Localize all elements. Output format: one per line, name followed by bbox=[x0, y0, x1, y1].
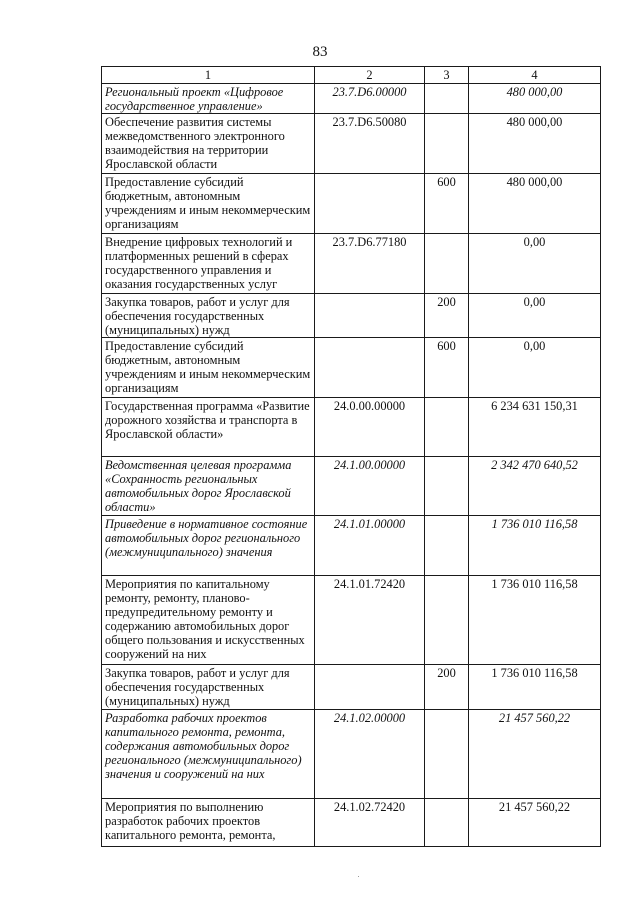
table-row bbox=[102, 114, 601, 174]
cell-name: Разработка рабочих проектов капитального ремонта, ремонта, содержания автомобильных дорог регионального (межмуниципального) значения и сооружений на них bbox=[102, 710, 315, 799]
table-header-row bbox=[102, 67, 601, 84]
cell-type: 600 bbox=[425, 174, 469, 234]
table-row bbox=[102, 398, 601, 457]
cell-type bbox=[425, 457, 469, 516]
cell-code: 24.1.02.00000 bbox=[315, 710, 425, 799]
table-row bbox=[102, 338, 601, 398]
table-row bbox=[102, 234, 601, 294]
cell-code: 24.1.01.72420 bbox=[315, 576, 425, 665]
cell-amount: 2 342 470 640,52 bbox=[469, 457, 601, 516]
cell-type bbox=[425, 710, 469, 799]
cell-name: Закупка товаров, работ и услуг для обеспечения государственных (муниципальных) нужд bbox=[102, 665, 315, 710]
scan-artifact-dot bbox=[358, 876, 359, 877]
cell-name: Закупка товаров, работ и услуг для обеспечения государственных (муниципальных) нужд bbox=[102, 294, 315, 338]
cell-amount: 0,00 bbox=[469, 234, 601, 294]
cell-type: 200 bbox=[425, 294, 469, 338]
cell-name: Внедрение цифровых технологий и платформенных решений в сферах государственного управления и оказания государственных услуг bbox=[102, 234, 315, 294]
table-row bbox=[102, 84, 601, 114]
cell-type: 200 bbox=[425, 665, 469, 710]
cell-type bbox=[425, 516, 469, 576]
cell-type bbox=[425, 234, 469, 294]
cell-code bbox=[315, 294, 425, 338]
table-row bbox=[102, 799, 601, 847]
page-number: 83 bbox=[312, 44, 328, 60]
cell-code: 23.7.D6.00000 bbox=[315, 84, 425, 114]
cell-code: 24.1.02.72420 bbox=[315, 799, 425, 847]
cell-amount: 6 234 631 150,31 bbox=[469, 398, 601, 457]
cell-code: 23.7.D6.77180 bbox=[315, 234, 425, 294]
cell-code bbox=[315, 338, 425, 398]
cell-amount: 0,00 bbox=[469, 294, 601, 338]
cell-amount: 1 736 010 116,58 bbox=[469, 665, 601, 710]
cell-name: Предоставление субсидий бюджетным, автономным учреждениям и иным некоммерческим организациям bbox=[102, 174, 315, 234]
cell-name: Государственная программа «Развитие дорожного хозяйства и транспорта в Ярославской области» bbox=[102, 398, 315, 457]
cell-code: 24.1.00.00000 bbox=[315, 457, 425, 516]
cell-type: 600 bbox=[425, 338, 469, 398]
cell-amount: 480 000,00 bbox=[469, 84, 601, 114]
cell-type bbox=[425, 576, 469, 665]
cell-code: 24.0.00.00000 bbox=[315, 398, 425, 457]
cell-name: Приведение в нормативное состояние автомобильных дорог регионального (межмуниципального) значения bbox=[102, 516, 315, 576]
table-row bbox=[102, 516, 601, 576]
cell-amount: 21 457 560,22 bbox=[469, 710, 601, 799]
cell-name: Мероприятия по выполнению разработок рабочих проектов капитального ремонта, ремонта, bbox=[102, 799, 315, 847]
cell-amount: 480 000,00 bbox=[469, 114, 601, 174]
table-row bbox=[102, 174, 601, 234]
table-row bbox=[102, 576, 601, 665]
cell-code: 23.7.D6.50080 bbox=[315, 114, 425, 174]
budget-table bbox=[101, 66, 601, 847]
table-row bbox=[102, 710, 601, 799]
cell-amount: 1 736 010 116,58 bbox=[469, 576, 601, 665]
column-header-amount: 4 bbox=[469, 67, 601, 84]
cell-name: Региональный проект «Цифровое государственное управление» bbox=[102, 84, 315, 114]
cell-type bbox=[425, 799, 469, 847]
cell-type bbox=[425, 398, 469, 457]
cell-type bbox=[425, 114, 469, 174]
cell-name: Обеспечение развития системы межведомственного электронного взаимодействия на территории Ярославской области bbox=[102, 114, 315, 174]
cell-name: Предоставление субсидий бюджетным, автономным учреждениям и иным некоммерческим организациям bbox=[102, 338, 315, 398]
cell-amount: 1 736 010 116,58 bbox=[469, 516, 601, 576]
cell-type bbox=[425, 84, 469, 114]
cell-code bbox=[315, 174, 425, 234]
cell-name: Ведомственная целевая программа «Сохранность региональных автомобильных дорог Ярославской области» bbox=[102, 457, 315, 516]
cell-amount: 480 000,00 bbox=[469, 174, 601, 234]
cell-code bbox=[315, 665, 425, 710]
cell-name: Мероприятия по капитальному ремонту, ремонту, планово-предупредительному ремонту и содержанию автомобильных дорог общего пользования и искусственных сооружений на них bbox=[102, 576, 315, 665]
column-header-type: 3 bbox=[425, 67, 469, 84]
cell-amount: 21 457 560,22 bbox=[469, 799, 601, 847]
column-header-name: 1 bbox=[102, 67, 315, 84]
cell-amount: 0,00 bbox=[469, 338, 601, 398]
table-row bbox=[102, 665, 601, 710]
table-row bbox=[102, 457, 601, 516]
table-row bbox=[102, 294, 601, 338]
column-header-code: 2 bbox=[315, 67, 425, 84]
cell-code: 24.1.01.00000 bbox=[315, 516, 425, 576]
